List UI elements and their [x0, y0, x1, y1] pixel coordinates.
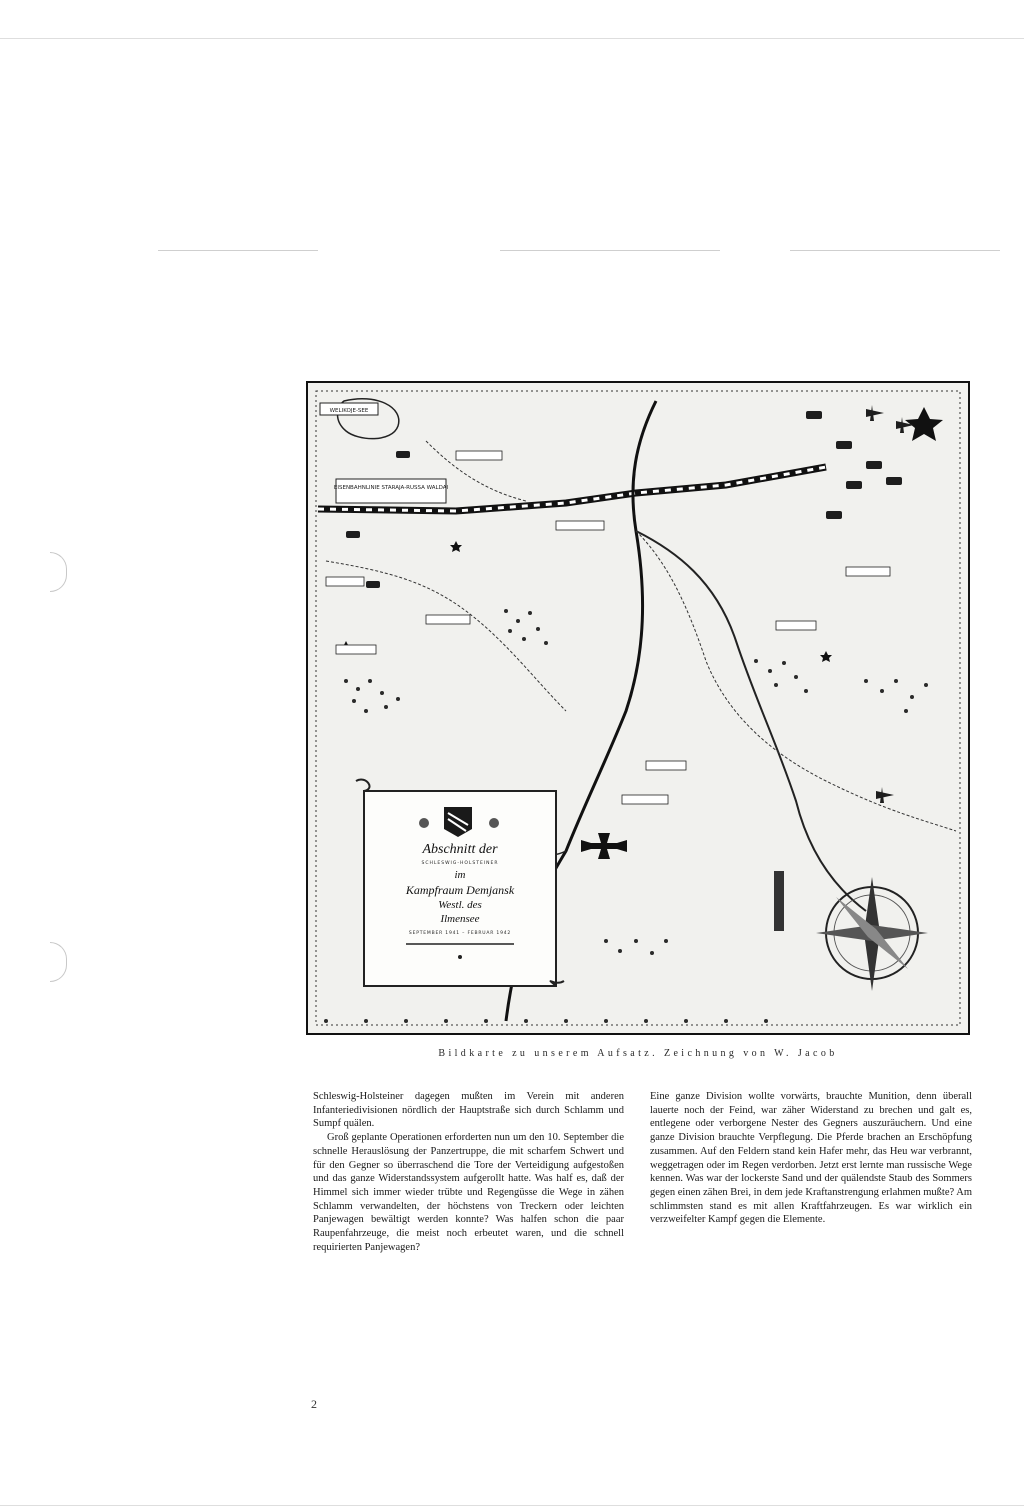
cartouche-lake: Ilmensee [440, 913, 480, 925]
cartouche-place: Kampfraum Demjansk [405, 883, 515, 897]
map-cartouche [356, 780, 564, 986]
map-drawing [306, 381, 970, 1035]
article-column-right [650, 1090, 972, 1227]
article-column-left [313, 1090, 624, 1254]
cartouche-west: Westl. des [438, 899, 482, 911]
lake-label: WELIKOJE-SEE [329, 408, 369, 414]
emblem-icon [489, 818, 499, 828]
scan-artifact [500, 250, 720, 251]
paragraph: Groß geplante Operationen erforderten nun um den 10. September die schnelle Herauslösung der Panzertruppe, die mit scharfem Schwert und für den Gegner so überraschend die Tore der Verteidigung aufgestoßen und das ganze Widerstandssystem aufgerollt hatte. Was half es, daß der Himmel sich immer wieder trübte und Regengüsse die Wege in zähen Schlamm verwandelten, der höchstens von Treckern oder leichten Panjewagen bewältigt werden konnte? Was halfen schon die paar Raupenfahrzeuge, die meist noch erbeutet waren, und die schnell requirierten Panjewagen? [313, 1132, 624, 1253]
scan-edge-top [0, 38, 1024, 39]
scan-edge-bottom [0, 1505, 1024, 1506]
cartouche-dates: SEPTEMBER 1941 – FEBRUAR 1942 [408, 931, 512, 936]
paragraph: Eine ganze Division wollte vorwärts, brauchte Munition, denn überall lauerte noch der Feind, war zäher Widerstand zu brechen und galt es, entlegene oder verborgene Nester des Gegners auszuräuchern. Und eine ganze Division brauchte Verpflegung. Die Pferde brachen an Erschöpfung zusammen. Auf den Feldern stand kein Hafer mehr, das Heu war verbrannt, weggetragen oder im Regen verdorben. Jetzt erst lernte man russische Wege kennen. Was war der lockerste Sand und der quälendste Staub des Sommers gegen einen zähen Brei, in dem jede Kraftanstrengung erlahmen mußte? Am schlimmsten stand es mit allen Kraftfahrzeugen. Es war wirklich ein verzweifelter Kampf gegen die Elemente. [650, 1091, 972, 1226]
page-number: 2 [311, 1397, 317, 1411]
illustrated-map [306, 381, 970, 1035]
scan-artifact [790, 250, 1000, 251]
scan-artifact [158, 250, 318, 251]
cartouche-title: Abschnitt der [422, 842, 498, 857]
railway-legend-text: EISENBAHNLINIE STARAJA-RUSSA WALDAI [333, 485, 449, 491]
cartouche-im: im [454, 869, 466, 881]
paragraph: Schleswig-Holsteiner dagegen mußten im Verein mit anderen Infanteriedivisionen nördlich der Hauptstraße sich durch Schlamm und Sumpf quälen. [313, 1091, 624, 1130]
map-caption: Bildkarte zu unserem Aufsatz. Zeichnung von W. Jacob [438, 1048, 838, 1059]
cartouche-division: SCHLESWIG-HOLSTEINER [421, 861, 499, 866]
monument-icon [774, 871, 784, 931]
binder-hole-mark [50, 552, 67, 592]
railway-legend-box [336, 479, 446, 503]
binder-hole-mark [50, 942, 67, 982]
emblem-icon [419, 818, 429, 828]
